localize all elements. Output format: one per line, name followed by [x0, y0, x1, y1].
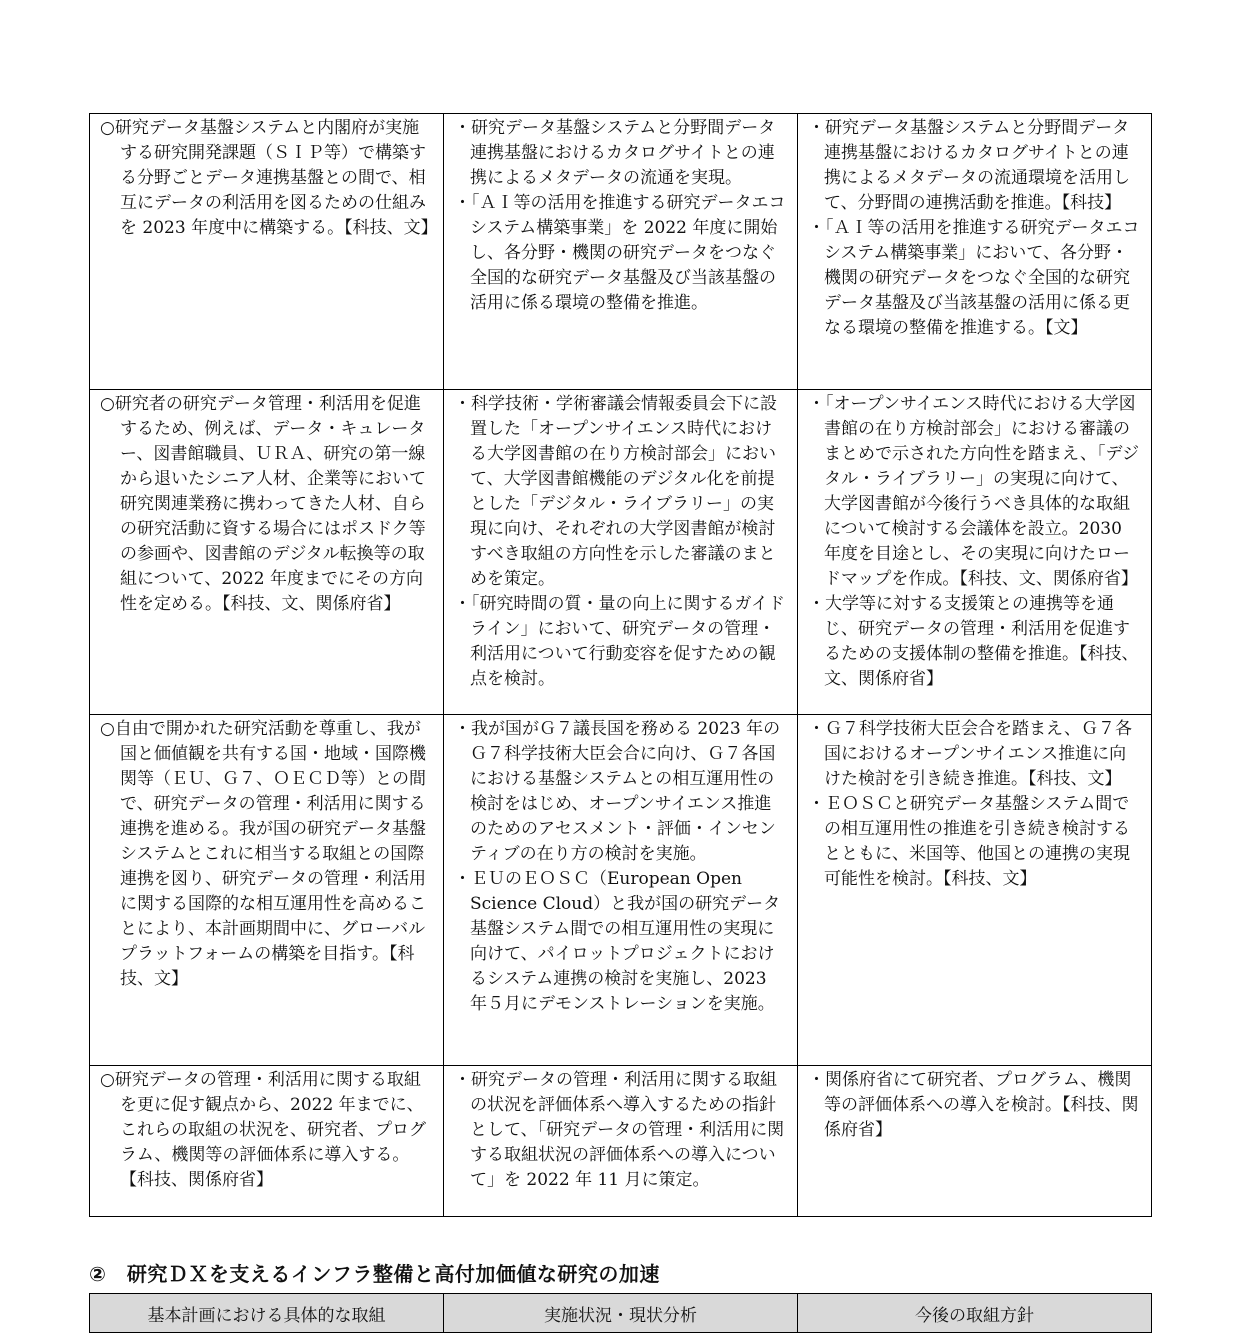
table-row [90, 1066, 1152, 1217]
plan-text: ○研究データ基盤システムと内閣府が実施する研究開発課題（ＳＩＰ等）で構築する分野ごとデータ連携基盤との間で、相互にデータの利活用を図るための仕組みを 2023 年度中に構築する。【科技、文】 [100, 118, 438, 238]
policy-cell [798, 114, 1152, 390]
header-status: 実施状況・現状分析 [444, 1294, 798, 1333]
plan-cell [90, 1066, 444, 1217]
plan-text: ○研究者の研究データ管理・利活用を促進するため、例えば、データ・キュレーター、図書館職員、ＵＲＡ、研究の第一線から退いたシニア人材、企業等において研究関連業務に携わってきた人材、自らの研究活動に資する場合にはポスドク等の参画や、図書館のデジタル転換等の取組について、2022 年度までにその方向性を定める。【科技、文、関係府省】 [100, 394, 426, 614]
next-table-header [89, 1293, 1152, 1333]
status-cell [444, 390, 798, 715]
table-row [90, 390, 1152, 715]
table-row [90, 715, 1152, 1066]
measures-table [89, 113, 1152, 1217]
plan-cell [90, 390, 444, 715]
status-item: ・科学技術・学術審議会情報委員会下に設置した「オープンサイエンス時代における大学図書館の在り方検討部会」において、大学図書館機能のデジタル化を前提とした「デジタル・ライブラリー」の実現に向け、それぞれの大学図書館が検討すべき取組の方向性を示した審議のまとめを策定。 [454, 394, 777, 589]
plan-cell [90, 715, 444, 1066]
table-row [90, 114, 1152, 390]
status-cell [444, 715, 798, 1066]
policy-item: ・「ＡＩ等の活用を推進する研究データエコシステム構築事業」において、各分野・機関の研究データをつなぐ全国的な研究データ基盤及び当該基盤の活用に係る更なる環境の整備を推進する。【文】 [808, 218, 1140, 338]
policy-item: ・Ｇ７科学技術大臣会合を踏まえ、Ｇ７各国におけるオープンサイエンス推進に向けた検討を引き続き推進。【科技、文】 [808, 719, 1133, 789]
plan-cell [90, 114, 444, 390]
policy-item: ・関係府省にて研究者、プログラム、機関等の評価体系への導入を検討。【科技、関係府省】 [808, 1070, 1139, 1140]
status-cell [444, 1066, 798, 1217]
status-cell [444, 114, 798, 390]
policy-item: ・ＥＯＳＣと研究データ基盤システム間での相互運用性の推進を引き続き検討するとともに、米国等、他国との連携の実現可能性を検討。【科技、文】 [808, 794, 1130, 889]
status-item: ・研究データの管理・利活用に関する取組の状況を評価体系へ導入するための指針として、「研究データの管理・利活用に関する取組状況の評価体系への導入について」を 2022 年 11 月に策定。 [454, 1070, 785, 1190]
status-item: ・「ＡＩ等の活用を推進する研究データエコシステム構築事業」を 2022 年度に開始し、各分野・機関の研究データをつなぐ全国的な研究データ基盤及び当該基盤の活用に係る環境の整備を推進。 [454, 193, 786, 313]
status-item: ・我が国がＧ７議長国を務める 2023 年のＧ７科学技術大臣会合に向け、Ｇ７各国における基盤システムとの相互運用性の検討をはじめ、オープンサイエンス推進のためのアセスメント・評価・インセンティブの在り方の検討を実施。 [454, 719, 781, 864]
status-item: ・「研究時間の質・量の向上に関するガイドライン」において、研究データの管理・利活用について行動変容を促すための観点を検討。 [454, 594, 785, 689]
policy-item: ・大学等に対する支援策との連携等を通じ、研究データの管理・利活用を促進するための支援体制の整備を推進。【科技、文、関係府省】 [808, 594, 1139, 689]
header-policy: 今後の取組方針 [798, 1294, 1152, 1333]
plan-text: ○自由で開かれた研究活動を尊重し、我が国と価値観を共有する国・地域・国際機関等（ＥＵ、Ｇ７、ＯＥＣＤ等）との間で、研究データの管理・利活用に関する連携を進める。我が国の研究データ基盤システムとこれに相当する取組との国際連携を図り、研究データの管理・利活用に関する国際的な相互運用性を高めることにより、本計画期間中に、グローバルプラットフォームの構築を目指す。【科技、文】 [100, 719, 426, 989]
policy-item: ・「オープンサイエンス時代における大学図書館の在り方検討部会」における審議のまとめで示された方向性を踏まえ、「デジタル・ライブラリー」の実現に向けて、大学図書館が今後行うべき具体的な取組について検討する会議体を設立。2030 年度を目途とし、その実現に向けたロードマップを作成。【科技、文、関係府省】 [808, 394, 1140, 589]
policy-cell [798, 390, 1152, 715]
policy-cell [798, 1066, 1152, 1217]
policy-cell [798, 715, 1152, 1066]
header-plan: 基本計画における具体的な取組 [90, 1294, 444, 1333]
plan-text: ○研究データの管理・利活用に関する取組を更に促す観点から、2022 年までに、これらの取組の状況を、研究者、プログラム、機関等の評価体系に導入する。【科技、関係府省】 [100, 1070, 426, 1190]
status-item: ・研究データ基盤システムと分野間データ連携基盤におけるカタログサイトとの連携によるメタデータの流通を実現。 [454, 118, 776, 188]
policy-item: ・研究データ基盤システムと分野間データ連携基盤におけるカタログサイトとの連携によるメタデータの流通環境を活用して、分野間の連携活動を推進。【科技】 [808, 118, 1130, 213]
section-heading: ② 研究ＤＸを支えるインフラ整備と高付加価値な研究の加速 [89, 1262, 660, 1286]
status-item: ・ＥＵのＥＯＳＣ（European Open Science Cloud）と我が国の研究データ基盤システム間での相互運用性の実現に向けて、パイロットプロジェクトにおけるシステム連携の検討を実施し、2023 年５月にデモンストレーションを実施。 [454, 869, 781, 1014]
